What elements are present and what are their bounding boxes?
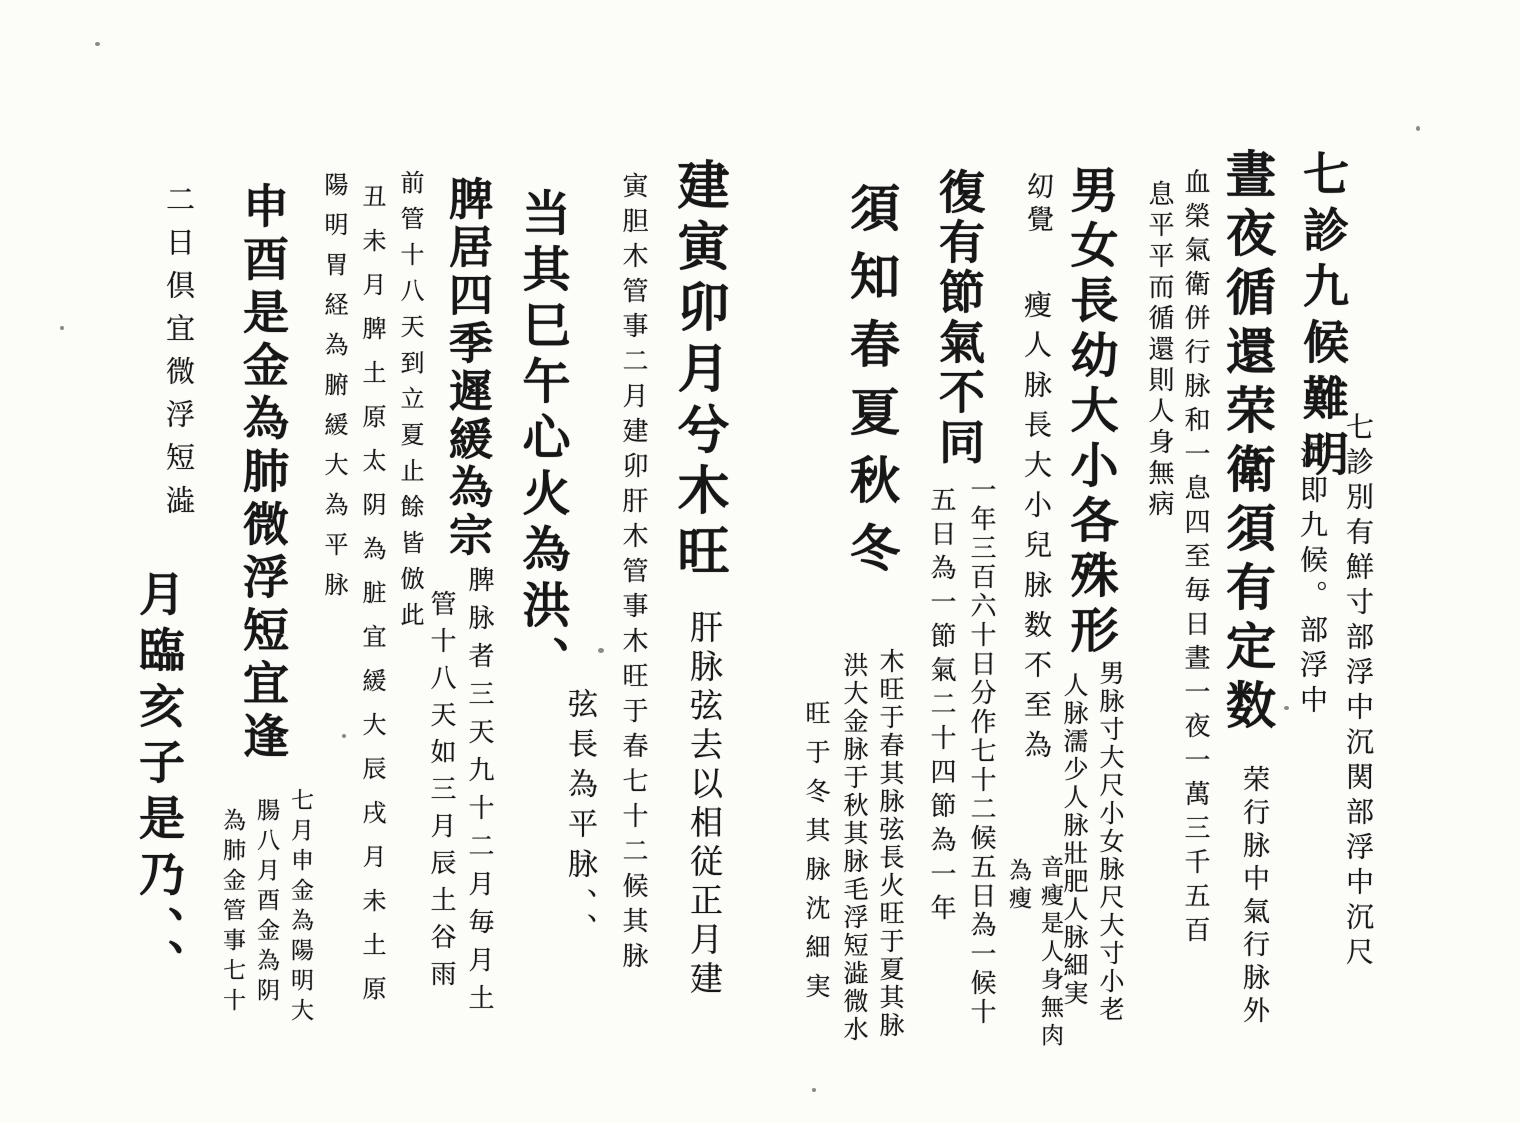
ink-speck bbox=[812, 1088, 816, 1092]
manuscript-column-36: 為肺金管事七十 bbox=[219, 808, 245, 1018]
manuscript-column-38: 月臨亥子是乃、、 bbox=[132, 570, 186, 995]
manuscript-column-22: 建寅卯月兮木旺 bbox=[668, 158, 729, 585]
manuscript-column-08: 男女長幼大小各殊形 bbox=[1062, 165, 1118, 660]
manuscript-column-06: 血榮氣衛併行脉和一息四至毎日晝一夜一萬三千五百 bbox=[1180, 168, 1210, 950]
manuscript-column-19: 木旺于春其脉弦長火旺于夏其脉 bbox=[876, 648, 905, 1040]
manuscript-column-10: 人脉濡少人脉壯肥人脉細実 bbox=[1060, 672, 1089, 1008]
manuscript-column-16: 一年三百六十日分作七十二候五日為一候十 bbox=[966, 476, 996, 1027]
manuscript-column-35: 腸八月酉金為阴 bbox=[253, 798, 279, 1008]
manuscript-column-23: 肝脉弦去以相従正月建 bbox=[685, 610, 724, 1000]
manuscript-column-34: 七月申金為陽明大 bbox=[287, 788, 313, 1028]
manuscript-column-33: 申酉是金為肺微浮短宜逢 bbox=[236, 182, 290, 765]
manuscript-column-26: 当其巳午心火為洪、 bbox=[514, 188, 570, 692]
manuscript-column-24: 寅胆木管事二月建卯肝木管事木旺于春七十二候其脉 bbox=[618, 172, 648, 977]
manuscript-column-27: 脾居四季遲緩為宗 bbox=[441, 176, 492, 560]
manuscript-column-31: 丑未月脾土原太阴為脏宜緩大辰戌月未土原 bbox=[358, 184, 386, 1020]
manuscript-column-20: 洪大金脉于秋其脉毛浮短澁微水 bbox=[840, 652, 869, 1044]
manuscript-column-11: 㓜覺 bbox=[1022, 172, 1053, 238]
ink-speck bbox=[95, 42, 100, 46]
manuscript-column-13: 音瘦是人身無肉 bbox=[1037, 855, 1063, 1051]
ink-speck bbox=[342, 734, 346, 738]
manuscript-column-18: 須知春夏秋冬 bbox=[842, 182, 901, 590]
manuscript-column-32: 陽明胃経為腑緩大為平脉 bbox=[320, 172, 348, 612]
manuscript-column-01: 七診九候難明 bbox=[1296, 150, 1350, 486]
ink-speck bbox=[60, 326, 64, 330]
manuscript-column-21: 旺于冬其脉沈細実 bbox=[802, 700, 831, 1012]
manuscript-column-04: 晝夜循還荣衛須有定数 bbox=[1218, 148, 1277, 738]
manuscript-column-03: 沉即九候。部浮中 bbox=[1296, 440, 1329, 720]
manuscript-column-02: 七診別有鮮寸部浮中沉関部浮中沉尺 bbox=[1342, 412, 1375, 972]
manuscript-column-07: 息平平而循還則人身無病 bbox=[1144, 180, 1174, 521]
manuscript-column-15: 復有節氣不同 bbox=[932, 168, 986, 468]
manuscript-column-30: 前管十八天到立夏止餘皆倣此 bbox=[396, 170, 424, 638]
manuscript-column-09: 男脉寸大尺小女脉尺大寸小老 bbox=[1096, 660, 1125, 1024]
manuscript-column-29: 管十八天如三月辰土谷雨 bbox=[426, 590, 456, 997]
manuscript-column-25: 弦長為平脉、、 bbox=[562, 688, 597, 953]
ink-speck bbox=[1416, 126, 1420, 131]
manuscript-column-17: 五日為一節氣二十四節為一年 bbox=[926, 486, 956, 928]
manuscript-column-28: 脾脉者三天九十二月毎月土 bbox=[464, 566, 494, 1022]
manuscript-column-14: 為瘦 bbox=[1005, 858, 1031, 914]
manuscript-column-05: 荣行脉中氣行脉外 bbox=[1238, 765, 1269, 1029]
manuscript-column-12: 瘦人脉長大小兒脉数不至為 bbox=[1020, 290, 1053, 770]
ink-speck bbox=[598, 648, 604, 653]
manuscript-column-37: 二日倶宜微浮短澁 bbox=[162, 184, 196, 528]
ink-speck bbox=[1284, 706, 1289, 710]
